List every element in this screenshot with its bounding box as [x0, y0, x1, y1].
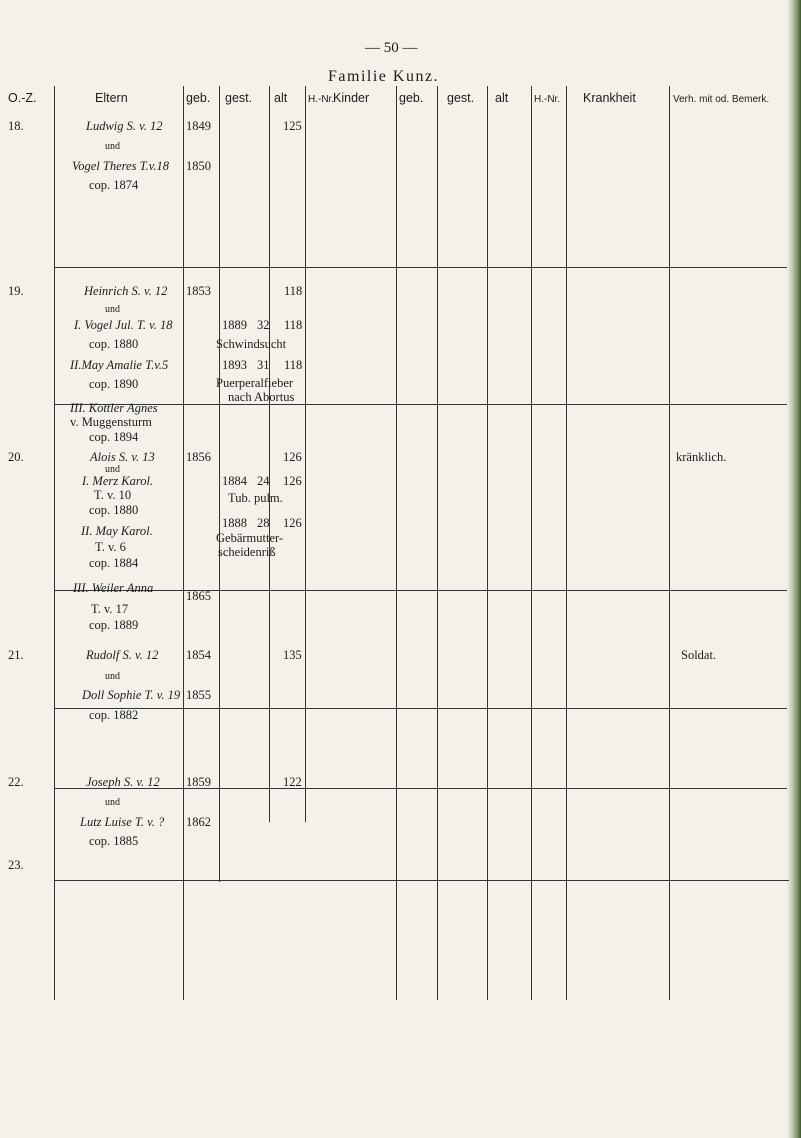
- wife2-house-19: 118: [284, 358, 303, 372]
- header-oz: O.-Z.: [8, 91, 37, 105]
- house-number-18: 125: [283, 119, 302, 133]
- wife2-cause-19: Puerperalfieber: [216, 376, 294, 390]
- wife2-cause-20: Gebärmutter-: [216, 531, 284, 545]
- remark-20: kränklich.: [676, 450, 727, 464]
- marriage3-20: cop. 1889: [89, 618, 139, 632]
- rule-kgest: [487, 86, 488, 822]
- und-20: und: [105, 464, 120, 475]
- row-number-23: 23.: [8, 858, 24, 872]
- house-number-22: 122: [283, 775, 302, 789]
- father-19: Heinrich S. v. 12: [84, 284, 168, 298]
- rule-alt: [305, 86, 306, 822]
- header-kinder: Kinder: [333, 91, 370, 105]
- father-birth-18: 1849: [186, 119, 211, 133]
- wife3-father-20: T. v. 17: [91, 602, 129, 616]
- row-number-22: 22.: [8, 775, 24, 789]
- row-number-21: 21.: [8, 648, 24, 662]
- wife1-cause-20: Tub. pulm.: [228, 491, 283, 505]
- marriage-22: cop. 1885: [89, 834, 139, 848]
- marriage2-20: cop. 1884: [89, 556, 139, 570]
- rule-kinder: [396, 86, 397, 822]
- wife3-birth-20: 1865: [186, 589, 211, 603]
- father-birth-22: 1859: [186, 775, 211, 789]
- header-child-alt: alt: [495, 91, 509, 105]
- father-20: Alois S. v. 13: [90, 450, 155, 464]
- father-18: Ludwig S. v. 12: [86, 119, 163, 133]
- mother-birth-18: 1850: [186, 159, 211, 173]
- rule-kalt: [531, 86, 532, 822]
- rule-krank: [669, 86, 670, 822]
- row-rule-19: [54, 267, 789, 268]
- father-22: Joseph S. v. 12: [86, 775, 160, 789]
- wife2-age-20: 28: [257, 516, 270, 530]
- mother-birth-22: 1862: [186, 815, 211, 829]
- row-number-18: 18.: [8, 119, 24, 133]
- header-hnr: H.-Nr.: [308, 94, 335, 105]
- wife1-age-20: 24: [257, 474, 270, 488]
- rule-krank-2: [669, 880, 670, 1000]
- family-title-kunz: Familie Kunz.: [328, 68, 440, 85]
- wife1-19: I. Vogel Jul. T. v. 18: [74, 318, 173, 332]
- rule-kalt-2: [531, 880, 532, 1000]
- mother-21: Doll Sophie T. v. 19: [82, 688, 181, 702]
- wife2-age-19: 31: [257, 358, 270, 372]
- house-number-21: 135: [283, 648, 302, 662]
- remark-21: Soldat.: [681, 648, 717, 662]
- wife2-19: II.May Amalie T.v.5: [70, 358, 169, 372]
- wife1-cause-19: Schwindsucht: [216, 337, 287, 351]
- wife1-death-20: 1884: [222, 474, 247, 488]
- rule-geb: [219, 86, 220, 822]
- rule-gest: [269, 86, 270, 822]
- rule-oz: [54, 86, 55, 822]
- marriage-18: cop. 1874: [89, 178, 139, 192]
- marriage3-19: cop. 1894: [89, 430, 139, 444]
- header-child-geb: geb.: [399, 91, 424, 105]
- father-21: Rudolf S. v. 12: [86, 648, 159, 662]
- wife2-house-20: 126: [283, 516, 302, 530]
- und-19: und: [105, 304, 120, 315]
- header-bemerkung: Verh. mit od. Bemerk.: [673, 94, 770, 105]
- rule-eltern: [183, 86, 184, 822]
- rule-khnr-2: [566, 880, 567, 1000]
- header-krankheit: Krankheit: [583, 91, 636, 105]
- rule-kgest-2: [487, 880, 488, 1000]
- header-gest: gest.: [225, 91, 253, 105]
- rule-kgeb: [437, 86, 438, 822]
- row-number-19: 19.: [8, 284, 24, 298]
- page-edge: [787, 0, 801, 1138]
- father-house-19: 118: [284, 284, 303, 298]
- wife3-20: III. Weiler Anna: [73, 581, 154, 595]
- wife1-father-20: T. v. 10: [94, 488, 132, 502]
- wife3-origin-19: v. Muggensturm: [70, 415, 152, 429]
- wife1-house-20: 126: [283, 474, 302, 488]
- und-18: und: [105, 141, 120, 152]
- father-birth-20: 1856: [186, 450, 211, 464]
- rule-eltern-2: [183, 880, 184, 1000]
- wife2-cause2-19: nach Abortus: [228, 390, 295, 404]
- wife2-death-19: 1893: [222, 358, 247, 372]
- father-house-20: 126: [283, 450, 302, 464]
- mother-birth-21: 1855: [186, 688, 211, 702]
- wife3-19: III. Kottler Agnes: [70, 401, 158, 415]
- und-21: und: [105, 671, 120, 682]
- rule-kinder-2: [396, 880, 397, 1000]
- marriage-21: cop. 1882: [89, 708, 139, 722]
- mother-18: Vogel Theres T.v.18: [72, 159, 169, 173]
- wife2-20: II. May Karol.: [81, 524, 153, 538]
- marriage1-19: cop. 1880: [89, 337, 139, 351]
- wife2-death-20: 1888: [222, 516, 247, 530]
- header-child-gest: gest.: [447, 91, 475, 105]
- wife1-death-19: 1889: [222, 318, 247, 332]
- wife2-cause2-20: scheidenriß: [218, 545, 276, 559]
- marriage2-19: cop. 1890: [89, 377, 139, 391]
- rule-oz-2: [54, 880, 55, 1000]
- header-eltern: Eltern: [95, 91, 128, 105]
- rule-kgeb-2: [437, 880, 438, 1000]
- rule-khnr: [566, 86, 567, 822]
- wife1-age-19: 32: [257, 318, 270, 332]
- row-rule-20: [54, 404, 789, 405]
- header-geb: geb.: [186, 91, 211, 105]
- und-22: und: [105, 797, 120, 808]
- father-birth-19: 1853: [186, 284, 211, 298]
- row-rule-23: [54, 788, 789, 789]
- wife1-house-19: 118: [284, 318, 303, 332]
- wife1-20: I. Merz Karol.: [82, 474, 154, 488]
- row-number-20: 20.: [8, 450, 24, 464]
- mother-22: Lutz Luise T. v. ?: [80, 815, 165, 829]
- header-alt: alt: [274, 91, 288, 105]
- page-number: — 50 —: [365, 40, 418, 56]
- row-rule-21: [54, 590, 789, 591]
- header-child-hnr: H.-Nr.: [534, 94, 561, 105]
- row-rule-22: [54, 708, 789, 709]
- father-birth-21: 1854: [186, 648, 211, 662]
- marriage1-20: cop. 1880: [89, 503, 139, 517]
- wife2-father-20: T. v. 6: [95, 540, 126, 554]
